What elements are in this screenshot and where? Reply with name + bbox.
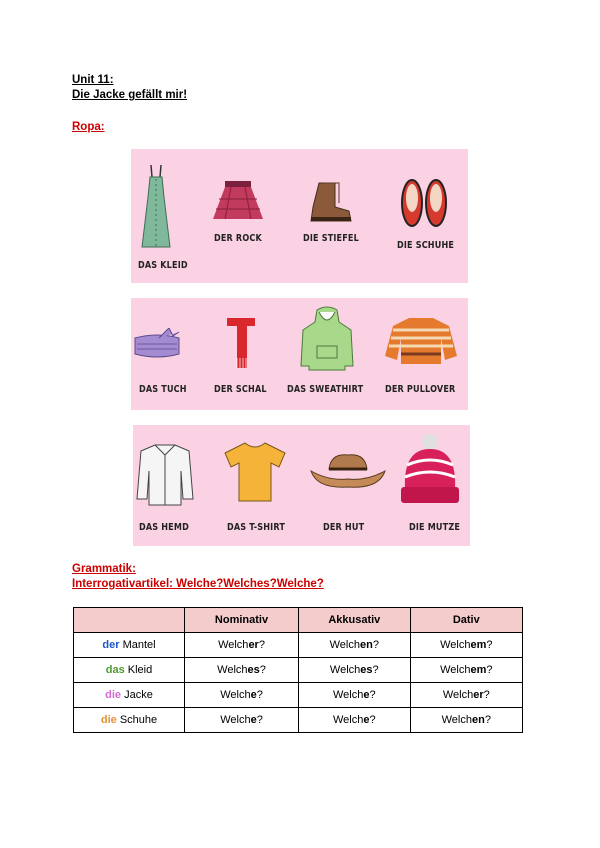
label-das-sweathirt: DAS SWEATHIRT [287, 384, 364, 395]
question-mark: ? [256, 714, 263, 726]
ending: es [247, 664, 260, 676]
question-mark: ? [258, 639, 265, 651]
question-mark: ? [486, 639, 493, 651]
grammar-heading-block [72, 562, 324, 592]
label-das-kleid: DAS KLEID [138, 260, 188, 271]
cell-dativ [410, 708, 522, 733]
stem: Welch [441, 714, 472, 726]
grammar-table [73, 607, 523, 733]
ending: en [471, 714, 485, 726]
label-das-tshirt: DAS T-SHIRT [227, 522, 286, 533]
dress-image [139, 163, 173, 249]
col-akkusativ: Akkusativ [299, 608, 411, 633]
col-dativ: Dativ [410, 608, 522, 633]
cell-akkusativ [299, 658, 411, 683]
ending: em [470, 664, 487, 676]
stem: Welch [440, 664, 471, 676]
stem: Welch [440, 639, 471, 651]
question-mark: ? [369, 714, 376, 726]
stem: Welch [220, 689, 251, 701]
table-row [74, 633, 523, 658]
stem: Welch [332, 714, 364, 726]
label-die-schuhe: DIE SCHUHE [397, 240, 455, 251]
clothes-panel-2 [131, 298, 468, 410]
stem: Welch [332, 689, 364, 701]
label-der-rock: DER ROCK [214, 233, 262, 244]
grammar-heading: Grammatik: [72, 563, 136, 575]
unit-number: Unit 11: [72, 74, 114, 86]
cell-akkusativ [299, 683, 411, 708]
ending: e [250, 714, 257, 726]
cell-akkusativ [299, 633, 411, 658]
label-der-schal: DER SCHAL [214, 384, 267, 395]
question-mark: ? [483, 689, 490, 701]
hat-image [309, 451, 387, 491]
unit-heading [72, 73, 187, 103]
noun: Jacke [124, 689, 153, 701]
question-mark: ? [372, 639, 379, 651]
pullover-image [383, 316, 459, 366]
cell-dativ [410, 683, 522, 708]
cell-akkusativ [299, 708, 411, 733]
clothes-panel-3 [133, 425, 470, 546]
boots-image [305, 181, 355, 223]
label-das-hemd: DAS HEMD [139, 522, 189, 533]
question-mark: ? [259, 664, 266, 676]
table-row [74, 683, 523, 708]
long-scarf-image [221, 314, 261, 370]
ending: es [360, 664, 373, 676]
stem: Welch [329, 664, 361, 676]
table-row [74, 708, 523, 733]
table-row [74, 658, 523, 683]
beanie-image [397, 433, 463, 509]
ending: e [250, 689, 257, 701]
cell-nominativ [185, 633, 299, 658]
article: die [105, 689, 122, 701]
cell-nominativ [185, 708, 299, 733]
stem: Welch [217, 664, 248, 676]
tshirt-image [223, 441, 287, 503]
clothes-panel-1 [131, 149, 468, 283]
stem: Welch [218, 639, 249, 651]
hoodie-image [299, 306, 355, 374]
row-noun [74, 683, 185, 708]
cell-nominativ [185, 658, 299, 683]
shirt-image [135, 441, 195, 507]
label-das-tuch: DAS TUCH [139, 384, 187, 395]
label-der-hut: DER HUT [323, 522, 365, 533]
question-mark: ? [369, 689, 376, 701]
skirt-image [211, 179, 265, 223]
stem: Welch [329, 639, 360, 651]
cell-dativ [410, 658, 522, 683]
table-header-empty [74, 608, 185, 633]
question-mark: ? [484, 714, 491, 726]
noun: Kleid [127, 664, 153, 676]
cell-dativ [410, 633, 522, 658]
article: die [100, 714, 117, 726]
shoes-image [399, 177, 449, 229]
row-noun [74, 658, 185, 683]
label-die-stiefel: DIE STIEFEL [303, 233, 359, 244]
section-ropa-heading: Ropa: [72, 121, 105, 133]
unit-title: Die Jacke gefällt mir! [72, 89, 188, 101]
label-die-muetze: DIE MÜTZE [409, 522, 461, 533]
cell-nominativ [185, 683, 299, 708]
ending: em [470, 639, 487, 651]
question-mark: ? [486, 664, 493, 676]
table-header-row [74, 608, 523, 633]
row-noun [74, 708, 185, 733]
ending: er [248, 639, 259, 651]
noun: Mantel [122, 639, 156, 651]
label-der-pullover: DER PULLOVER [385, 384, 456, 395]
grammar-subheading: Interrogativartikel: Welche?Welches?Welche? [72, 578, 324, 590]
noun: Schuhe [119, 714, 158, 726]
article: der [102, 639, 120, 651]
row-noun [74, 633, 185, 658]
ending: e [363, 714, 370, 726]
stem: Welch [442, 689, 474, 701]
col-nominativ: Nominativ [185, 608, 299, 633]
ending: en [360, 639, 373, 651]
ending: er [473, 689, 484, 701]
ending: e [363, 689, 370, 701]
question-mark: ? [372, 664, 379, 676]
question-mark: ? [256, 689, 263, 701]
scarf-cloth-image [133, 328, 181, 362]
article: das [105, 664, 125, 676]
stem: Welch [220, 714, 251, 726]
